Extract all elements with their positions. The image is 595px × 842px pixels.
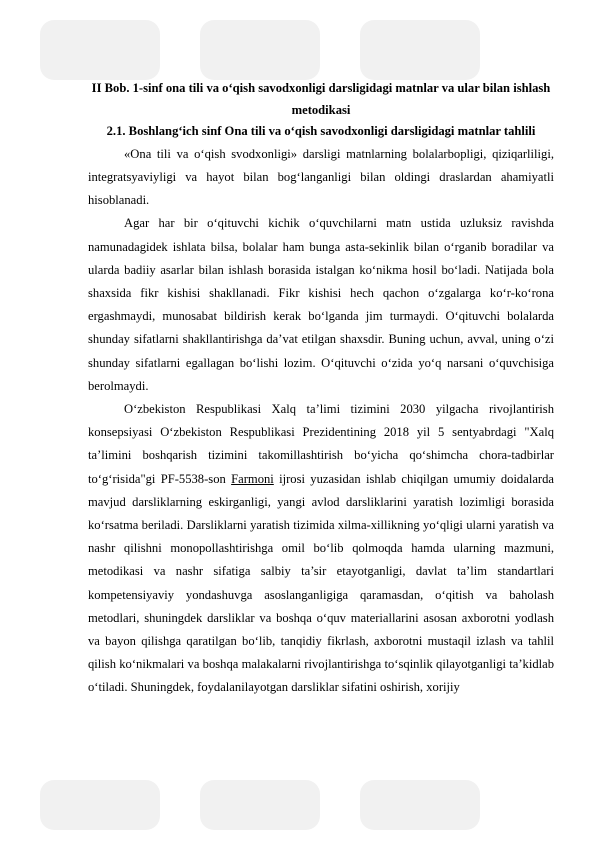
document-page (88, 78, 554, 700)
chapter-heading: II Bob. 1-sinf ona tili va o‘qish savodxonligi darsligidagi matnlar va ular bilan ishlash metodikasi (91, 81, 551, 117)
paragraph-1: «Ona tili va o‘qish svodxonligi» darsligi matnlarning bolalarbopligi, qiziqarliligi, integratsyaviyligi va hayot bilan bog‘langanligi bilan oldingi draslardan ahamiyatli hisoblanadi. (88, 146, 554, 208)
farmoni-link[interactable]: Farmoni (231, 471, 274, 486)
section-heading: 2.1. Boshlang‘ich sinf Ona tili va o‘qish savodxonligi darsligidagi matnlar tahlili (106, 124, 536, 139)
paragraph-2: Agar har bir o‘qituvchi kichik o‘quvchilarni matn ustida uzluksiz ravishda namunadagidek ishlata bilsa, bolalar ham bunga asta-sekinlik bilan o‘rganib boradilar va ularda badiiy asarlar bilan ishlash borasida istalgan ko‘nikma hosil bo‘ladi. Natijada bola shaxsida fikr kishisi shakllanadi. Fikr kishisi hech qachon o‘zgalarga ko‘r-ko‘rona ergashmaydi, munosabat bildirish kerak bo‘lganda jim turmaydi. O‘qituvchi bolalarda shunday sifatlarni shakllantirishga da’vat etilgan shaxsdir. Buning uchun, avval, uning o‘zi shunday sifatlarni egallagan bo‘lishi lozim. O‘qituvchi o‘zida yo‘q narsani o‘quvchisiga berolmaydi. (88, 216, 554, 393)
paragraph-3-text-end: ijrosi yuzasidan ishlab chiqilgan umumiy doidalarda mavjud darsliklarning eskirganligi, yangi avlod darsliklarini yaratish lozimligi borasida ko‘rsatma beriladi. Darsliklarni yaratish tizimida xilma-xillikning yo‘qligi ularni yaratish va nashr qilishni monopollashtirishga omil bo‘lib qolmoqda hamda ularning mazmuni, metodikasi va nashr sifatiga salbiy ta’sir etayotganligi, davlat ta’lim standartlari kompetensiyaviy yondashuvga asoslanganligiga qaramasdan, o‘qitish va baholash metodlari, shuningdek darsliklar va boshqa o‘quv materiallarini asosan axborotni yodlash va bayon qilishga qaratilgan bo‘lib, tanqidiy fikrlash, axborotni mustaqil izlash va tahlil qilish ko‘nikmalari va boshqa malakalarni rivojlantirishga to‘sqinlik qilayotganligi ta’kidlab o‘tiladi. Shuningdek, foydalanilayotgan darsliklar sifatini oshirish, xorijiy (88, 471, 554, 695)
paragraph-3-text-start: O‘zbekiston Respublikasi Xalq ta’limi tizimini 2030 yilgacha rivojlantirish konsepsiyasi O‘zbekiston Respublikasi Prezidentining 2018 yil 5 sentyabrdagi "Xalq ta’limini boshqarish tizimini takomillashtirish bo‘yicha qo‘shimcha chora-tadbirlar to‘g‘risida"gi PF-5538-son (88, 402, 554, 486)
paragraph-3 (88, 398, 554, 700)
